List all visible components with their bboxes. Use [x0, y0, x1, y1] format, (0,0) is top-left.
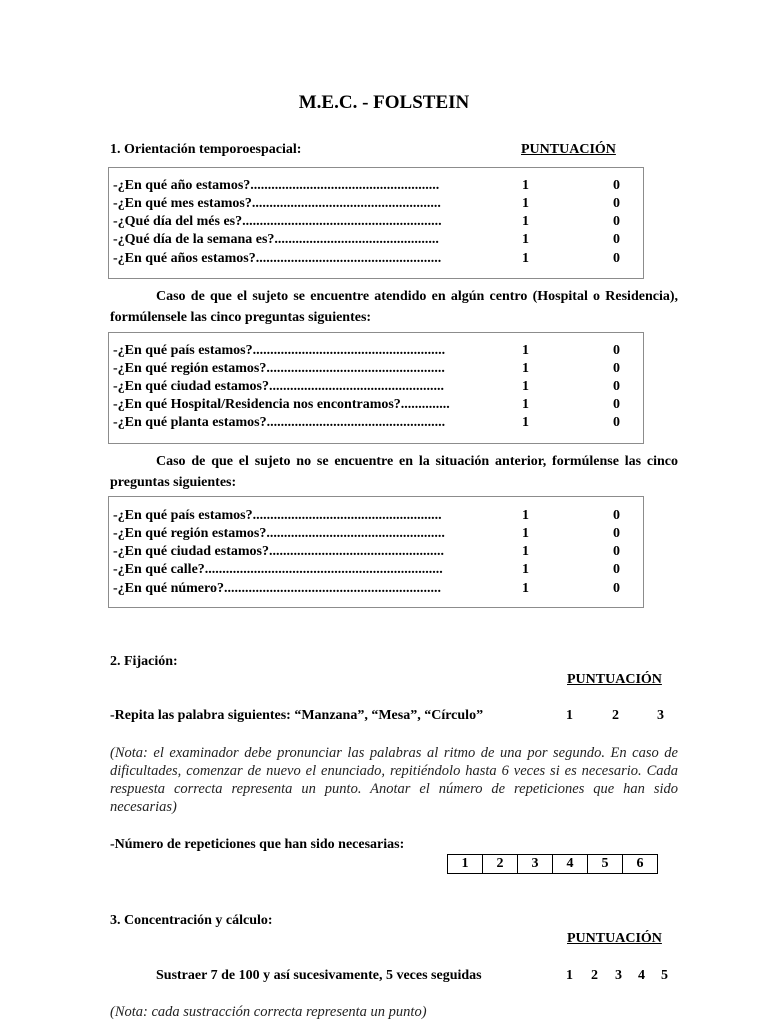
question: -¿En qué mes estamos?...................................................... — [113, 196, 441, 211]
repetition-cell[interactable]: 2 — [483, 855, 518, 874]
question: -¿Qué día del més es?......................................................... — [113, 214, 442, 229]
score-yes[interactable]: 1 — [522, 178, 529, 193]
question: -¿En qué calle?.................................................................... — [113, 562, 443, 577]
orientation-box-2 — [108, 332, 644, 444]
calc-score-3[interactable]: 3 — [615, 968, 622, 983]
calc-score-2[interactable]: 2 — [591, 968, 598, 983]
score-yes[interactable]: 1 — [522, 251, 529, 266]
section3-score-label: PUNTUACIÓN — [567, 931, 662, 946]
repetition-cell[interactable]: 6 — [623, 855, 658, 874]
score-no[interactable]: 0 — [613, 544, 620, 559]
instruction-paragraph-2: Caso de que el sujeto no se encuentre en la situación anterior, formúlense las cinco preguntas siguientes: — [110, 454, 678, 490]
fixation-note: (Nota: el examinador debe pronunciar las palabras al ritmo de una por segundo. En caso de dificultades, comenzar de nuevo el enunciado, repitiéndolo hasta 6 veces si es necesario. Cada respuesta correcta representa un punto. Anotar el número de repeticiones que han sido necesarias) — [110, 745, 678, 815]
score-yes[interactable]: 1 — [522, 581, 529, 596]
score-no[interactable]: 0 — [613, 508, 620, 523]
fixation-score-3[interactable]: 3 — [657, 708, 664, 723]
score-no[interactable]: 0 — [613, 232, 620, 247]
page-title: M.E.C. - FOLSTEIN — [298, 92, 470, 113]
section2-heading: 2. Fijación: — [110, 654, 178, 669]
score-yes[interactable]: 1 — [522, 508, 529, 523]
repetitions-label: -Número de repeticiones que han sido necesarias: — [110, 837, 405, 852]
section3-heading: 3. Concentración y cálculo: — [110, 913, 273, 928]
score-yes[interactable]: 1 — [522, 361, 529, 376]
question: -¿En qué país estamos?....................................................... — [113, 343, 446, 358]
question: -¿En qué año estamos?...................................................... — [113, 178, 440, 193]
score-no[interactable]: 0 — [613, 343, 620, 358]
question: -¿Qué día de la semana es?............................................... — [113, 232, 439, 247]
question: -¿En qué ciudad estamos?.................................................. — [113, 379, 444, 394]
repetitions-table — [447, 854, 658, 874]
score-no[interactable]: 0 — [613, 379, 620, 394]
score-yes[interactable]: 1 — [522, 196, 529, 211]
score-no[interactable]: 0 — [613, 251, 620, 266]
score-yes[interactable]: 1 — [522, 397, 529, 412]
fixation-score-2[interactable]: 2 — [612, 708, 619, 723]
score-no[interactable]: 0 — [613, 526, 620, 541]
score-yes[interactable]: 1 — [522, 232, 529, 247]
score-no[interactable]: 0 — [613, 178, 620, 193]
score-yes[interactable]: 1 — [522, 526, 529, 541]
repetition-cell[interactable]: 1 — [448, 855, 483, 874]
calculation-note: (Nota: cada sustracción correcta representa un punto) — [110, 1004, 427, 1020]
question: -¿En qué años estamos?..................................................... — [113, 251, 442, 266]
question: -¿En qué planta estamos?................................................... — [113, 415, 446, 430]
fixation-instruction: -Repita las palabra siguientes: “Manzana”, “Mesa”, “Círculo” — [110, 708, 484, 723]
score-no[interactable]: 0 — [613, 361, 620, 376]
orientation-box-1 — [108, 167, 644, 279]
fixation-score-1[interactable]: 1 — [566, 708, 573, 723]
repetition-cell[interactable]: 5 — [588, 855, 623, 874]
score-no[interactable]: 0 — [613, 214, 620, 229]
section1-heading: 1. Orientación temporoespacial: — [110, 142, 302, 157]
question: -¿En qué número?.............................................................. — [113, 581, 441, 596]
score-yes[interactable]: 1 — [522, 379, 529, 394]
question: -¿En qué Hospital/Residencia nos encontramos?.............. — [113, 397, 450, 412]
calculation-instruction: Sustraer 7 de 100 y así sucesivamente, 5 veces seguidas — [156, 968, 482, 983]
question: -¿En qué región estamos?................................................... — [113, 526, 445, 541]
section2-score-label: PUNTUACIÓN — [567, 672, 662, 687]
score-no[interactable]: 0 — [613, 562, 620, 577]
score-yes[interactable]: 1 — [522, 415, 529, 430]
question: -¿En qué ciudad estamos?.................................................. — [113, 544, 444, 559]
score-no[interactable]: 0 — [613, 196, 620, 211]
score-yes[interactable]: 1 — [522, 544, 529, 559]
score-yes[interactable]: 1 — [522, 343, 529, 358]
score-yes[interactable]: 1 — [522, 562, 529, 577]
calc-score-5[interactable]: 5 — [661, 968, 668, 983]
calc-score-1[interactable]: 1 — [566, 968, 573, 983]
score-no[interactable]: 0 — [613, 397, 620, 412]
section1-score-label: PUNTUACIÓN — [521, 142, 616, 157]
score-no[interactable]: 0 — [613, 415, 620, 430]
instruction-paragraph-1: Caso de que el sujeto se encuentre atendido en algún centro (Hospital o Residencia), formúlensele las cinco preguntas siguientes: — [110, 289, 678, 325]
score-no[interactable]: 0 — [613, 581, 620, 596]
repetition-cell[interactable]: 4 — [553, 855, 588, 874]
calc-score-4[interactable]: 4 — [638, 968, 645, 983]
score-yes[interactable]: 1 — [522, 214, 529, 229]
question: -¿En qué país estamos?...................................................... — [113, 508, 442, 523]
repetition-cell[interactable]: 3 — [518, 855, 553, 874]
orientation-box-3 — [108, 496, 644, 608]
question: -¿En qué región estamos?................................................... — [113, 361, 445, 376]
